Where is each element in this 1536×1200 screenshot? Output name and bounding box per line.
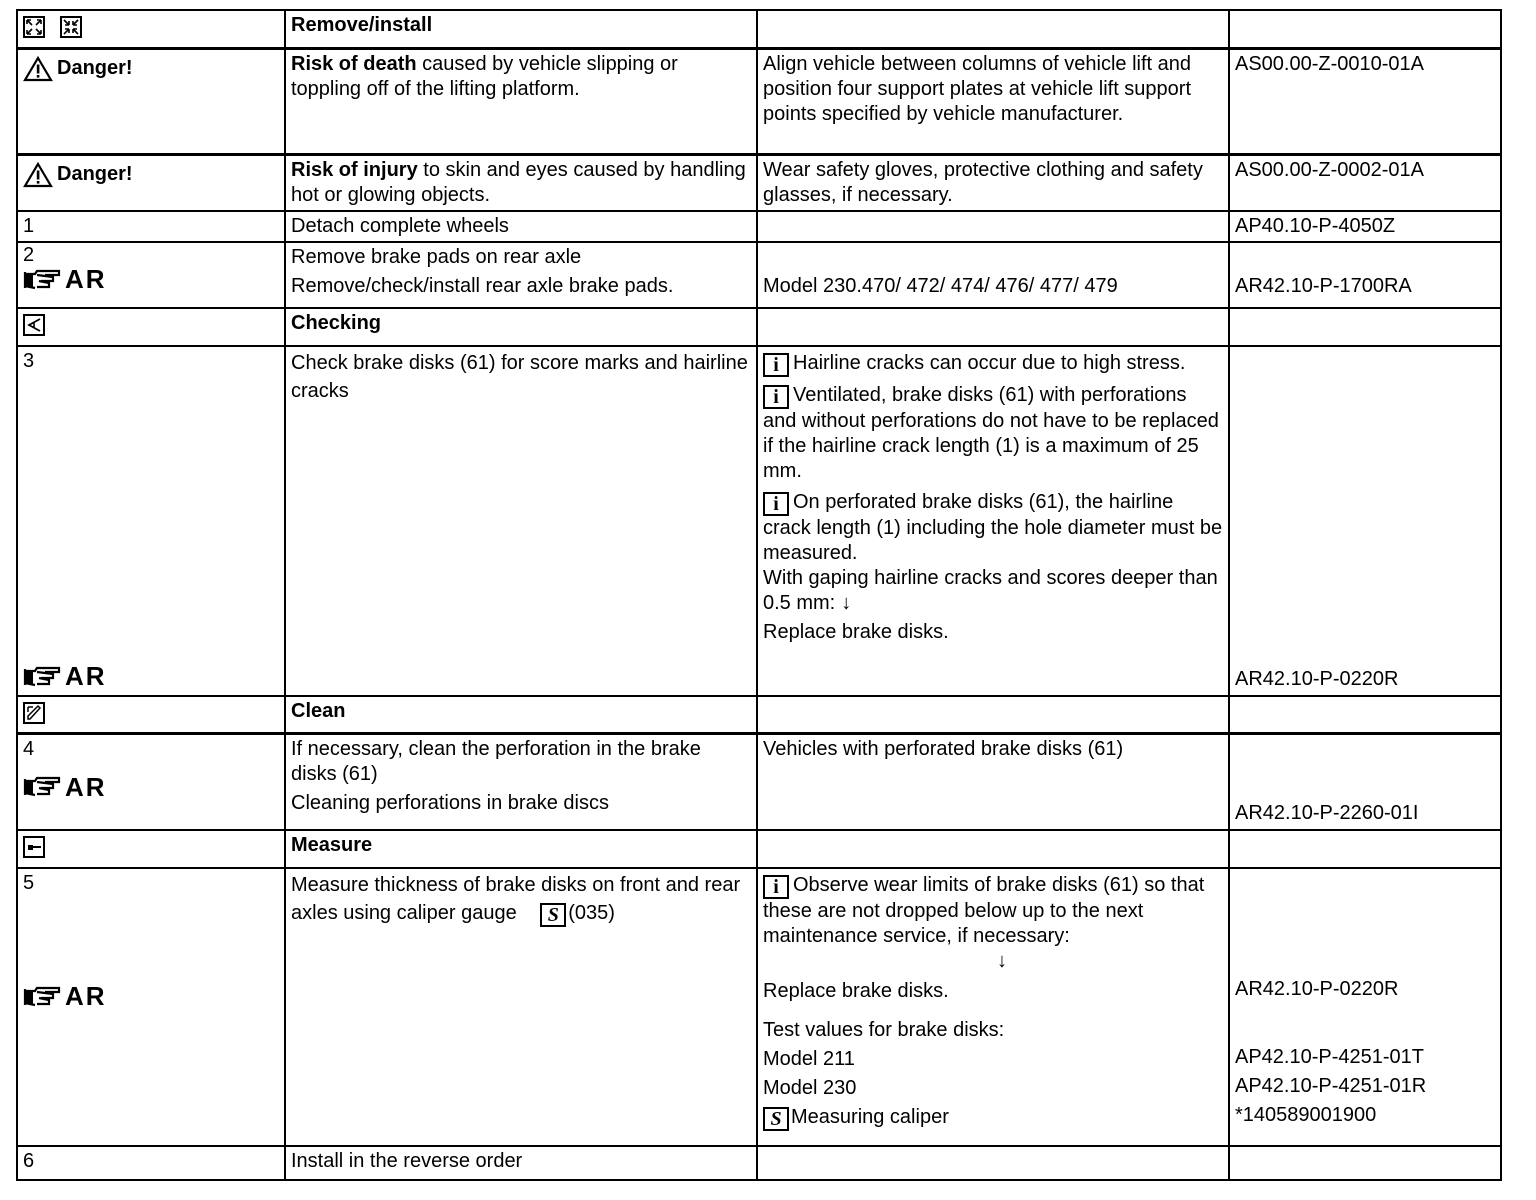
- warning-triangle-icon: [23, 56, 53, 82]
- step-text-2: Remove/check/install rear axle brake pads.: [291, 274, 674, 297]
- danger-row-death: [17, 48, 1501, 154]
- replace-disks-note: Replace brake disks.: [763, 620, 949, 643]
- step-row-1: [17, 211, 1501, 242]
- clean-icon: [23, 702, 45, 724]
- tool-ref: (035): [568, 901, 615, 924]
- info-icon: i: [763, 492, 789, 516]
- step-note: Model 230.470/ 472/ 474/ 476/ 477/ 479: [763, 274, 1118, 297]
- warning-triangle-icon: [23, 162, 53, 188]
- down-arrow-icon: ↓: [841, 591, 852, 614]
- pointing-hand-icon: [23, 665, 61, 689]
- pointing-hand-icon: [23, 268, 61, 292]
- pointing-hand-icon: [23, 775, 61, 799]
- step-text-2: Cleaning perforations in brake discs: [291, 792, 609, 814]
- step-row-4: [17, 734, 1501, 830]
- risk-injury-ref[interactable]: AS00.00-Z-0002-01A: [1229, 154, 1501, 211]
- step-number: 1: [17, 211, 285, 242]
- install-icon: [60, 16, 82, 38]
- step-number: 5: [23, 871, 35, 894]
- risk-death-bold: Risk of death: [291, 52, 417, 75]
- model-230-label: Model 230: [763, 1076, 857, 1099]
- remove-icon: [23, 16, 45, 38]
- caliper-part-number[interactable]: *140589001900: [1235, 1103, 1377, 1126]
- info-icon: i: [763, 385, 789, 409]
- measuring-caliper-label: S Measuring caliper: [763, 1105, 1223, 1131]
- step-text: Check brake disks (61) for score marks and hairline cracks: [285, 346, 757, 696]
- replace-ref[interactable]: AR42.10-P-0220R: [1235, 977, 1399, 1000]
- risk-death-text: caused by vehicle slipping or toppling off of the lifting platform.: [291, 52, 678, 100]
- risk-injury-note: Wear safety gloves, protective clothing and safety glasses, if necessary.: [757, 154, 1229, 211]
- step-text: Remove brake pads on rear axle: [291, 245, 582, 268]
- section-title-checking: Checking: [285, 308, 757, 346]
- replace-disks-note: Replace brake disks.: [763, 979, 949, 1002]
- section-row-checking: [17, 308, 1501, 346]
- step-ref[interactable]: AR42.10-P-1700RA: [1235, 274, 1412, 297]
- danger-label: Danger!: [23, 162, 279, 188]
- down-arrow-icon: ↓: [997, 949, 1007, 972]
- step-text: Measure thickness of brake disks on front and rear axles using caliper gauge: [291, 873, 741, 924]
- step-ref[interactable]: AR42.10-P-0220R: [1235, 667, 1399, 690]
- ar-link[interactable]: AR: [23, 982, 279, 1012]
- test-values-label: Test values for brake disks:: [763, 1018, 1005, 1041]
- info-icon: i: [763, 875, 789, 899]
- step-number: 2: [23, 243, 35, 266]
- step-note: Vehicles with perforated brake disks (61): [757, 734, 1229, 830]
- step-ref[interactable]: AP40.10-P-4050Z: [1229, 211, 1501, 242]
- step-row-6: [17, 1146, 1501, 1180]
- info-note-wear: i Observe wear limits of brake disks (61) so that these are not dropped below up to the next maintenance service, if necessary:: [763, 873, 1205, 947]
- step-row-2: [17, 242, 1501, 308]
- special-tool-icon[interactable]: S: [540, 903, 566, 927]
- section-title-clean: Clean: [285, 696, 757, 734]
- risk-death-ref[interactable]: AS00.00-Z-0010-01A: [1229, 48, 1501, 154]
- section-title-measure: Measure: [285, 830, 757, 868]
- risk-injury-text: to skin and eyes caused by handling hot or glowing objects.: [291, 158, 746, 206]
- step-text: Detach complete wheels: [285, 211, 757, 242]
- info-icon: i: [763, 353, 789, 377]
- checking-icon: [23, 314, 45, 336]
- model-230-ref[interactable]: AP42.10-P-4251-01R: [1235, 1074, 1427, 1097]
- section-row-clean: [17, 696, 1501, 734]
- step-ref[interactable]: AR42.10-P-2260-01I: [1235, 801, 1419, 824]
- step-number: 6: [17, 1146, 285, 1180]
- step-text: If necessary, clean the perforation in the brake disks (61): [291, 738, 701, 785]
- section-title-remove-install: Remove/install: [285, 10, 757, 48]
- risk-injury-bold: Risk of injury: [291, 158, 418, 181]
- danger-label: Danger!: [23, 56, 279, 82]
- special-tool-icon: S: [763, 1107, 789, 1131]
- info-note-1: i Hairline cracks can occur due to high stress.: [763, 351, 1223, 377]
- procedure-table: [16, 9, 1502, 1181]
- ar-link[interactable]: AR: [23, 772, 279, 802]
- step-row-3: [17, 346, 1501, 696]
- pointing-hand-icon: [23, 985, 61, 1009]
- section-row-remove-install: [17, 10, 1501, 48]
- step-text: Install in the reverse order: [285, 1146, 757, 1180]
- model-211-ref[interactable]: AP42.10-P-4251-01T: [1235, 1045, 1425, 1068]
- step-number: 3: [23, 349, 35, 372]
- step-row-5: [17, 868, 1501, 1146]
- remove-install-icons: [17, 10, 285, 48]
- section-row-measure: [17, 830, 1501, 868]
- danger-row-injury: [17, 154, 1501, 211]
- model-211-label: Model 211: [763, 1047, 855, 1070]
- info-note-2: i Ventilated, brake disks (61) with perforations and without perforations do not have to be replaced if the hairline crack length (1) is a maximum of 25 mm.: [763, 383, 1219, 482]
- ar-link[interactable]: AR: [23, 662, 107, 692]
- risk-death-note: Align vehicle between columns of vehicle lift and position four support plates at vehicle lift support points specified by vehicle manufacturer.: [757, 48, 1229, 154]
- crack-condition: With gaping hairline cracks and scores deeper than 0.5 mm: ↓: [763, 566, 1218, 614]
- ar-link[interactable]: AR: [23, 265, 279, 295]
- info-note-3: i On perforated brake disks (61), the hairline crack length (1) including the hole diameter must be measured.: [763, 490, 1223, 564]
- step-number: 4: [23, 738, 35, 760]
- measure-icon: [23, 836, 45, 858]
